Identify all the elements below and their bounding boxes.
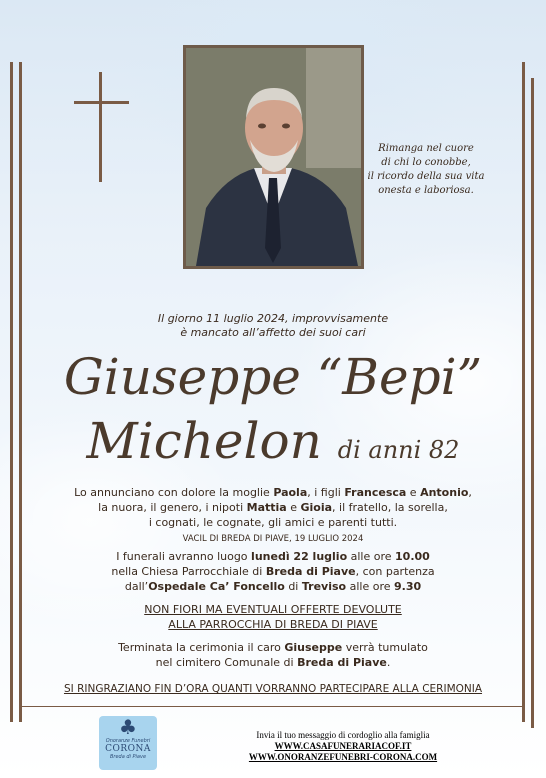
logo-top-text: Onoranze Funebri <box>105 738 151 744</box>
portrait-photo-frame <box>183 45 364 269</box>
burial-name: Giuseppe <box>284 641 343 654</box>
quote-line: onesta e laboriosa. <box>378 185 474 196</box>
burial-details <box>40 640 506 670</box>
burial-text: nel cimitero Comunale di <box>155 656 298 669</box>
death-intro <box>100 312 446 340</box>
website-link-casafuneraria[interactable]: WWW.CASAFUNERARIACOF.IT <box>274 741 412 751</box>
logo-name: CORONA <box>105 744 151 754</box>
child-name: Antonio <box>420 486 469 499</box>
funeral-text: alle ore <box>347 550 396 563</box>
city-name: Treviso <box>301 580 347 593</box>
funeral-day: lunedì 22 luglio <box>251 550 348 563</box>
deceased-first-name: Giuseppe “Bepi” <box>63 348 483 406</box>
thanks-notice: SI RINGRAZIANO FIN D’ORA QUANTI VORRANNO PARTECIPARE ALLA CERIMONIA <box>63 683 483 695</box>
announcement-text: , i figli <box>307 486 345 499</box>
hospital-name: Ospedale Ca’ Foncello <box>148 580 285 593</box>
funeral-time: 10.00 <box>395 550 430 563</box>
website-link-onoranze[interactable]: WWW.ONORANZEFUNEBRI-CORONA.COM <box>248 752 438 762</box>
announcement-text: e <box>406 486 421 499</box>
burial-text: verrà tumulato <box>342 641 428 654</box>
announcement <box>40 485 506 530</box>
announcement-text: , <box>468 486 472 499</box>
flowers-line: ALLA PARROCCHIA DI BREDA DI PIAVE <box>168 618 378 631</box>
departure-time: 9.30 <box>394 580 422 593</box>
flowers-notice <box>40 602 506 632</box>
intro-line: Il giorno 11 luglio 2024, improvvisamente <box>157 312 389 325</box>
left-border-line-inner <box>19 62 22 722</box>
quote-line: Rimanga nel cuore <box>378 143 474 154</box>
right-border-line-outer <box>531 78 534 728</box>
grandchild-name: Mattia <box>246 501 287 514</box>
funeral-home-logo <box>99 716 157 770</box>
left-border-line-outer <box>10 62 13 722</box>
burial-text: Terminata la cerimonia il caro <box>118 641 285 654</box>
flowers-line: NON FIORI MA EVENTUALI OFFERTE DEVOLUTE <box>144 603 402 616</box>
funeral-text: I funerali avranno luogo <box>116 550 252 563</box>
cemetery-place: Breda di Piave <box>297 656 387 669</box>
deceased-last-name: Michelon <box>86 412 322 470</box>
condolence-message: Invia il tuo messaggio di cordoglio alla famiglia <box>256 730 430 740</box>
wife-name: Paola <box>273 486 308 499</box>
funeral-text: nella Chiesa Parrocchiale di <box>111 565 266 578</box>
announcement-text: Lo annunciano con dolore la moglie <box>74 486 274 499</box>
announcement-text: , il fratello, la sorella, <box>332 501 448 514</box>
announcement-text: i cognati, le cognate, gli amici e parenti tutti. <box>148 516 398 529</box>
announcement-text: la nuora, il genero, i nipoti <box>98 501 247 514</box>
footer-divider <box>20 706 523 707</box>
deceased-last-name-line <box>40 412 506 479</box>
quote-line: il ricordo della sua vita <box>367 171 485 182</box>
tree-icon: ♣ <box>119 715 137 739</box>
funeral-text: di <box>284 580 302 593</box>
church-location: Breda di Piave <box>265 565 356 578</box>
child-name: Francesca <box>344 486 407 499</box>
intro-line: è mancato all’affetto dei suoi cari <box>180 326 366 339</box>
deceased-age: di anni 82 <box>337 436 460 464</box>
quote-line: di chi lo conobbe, <box>381 157 471 168</box>
footer-contact <box>228 730 458 763</box>
funeral-text: , con partenza <box>355 565 435 578</box>
burial-text: . <box>386 656 391 669</box>
memorial-quote <box>340 142 512 198</box>
grandchild-name: Gioia <box>300 501 333 514</box>
right-border-line-inner <box>522 62 525 722</box>
logo-bottom-text: Breda di Piave <box>109 754 147 760</box>
funeral-details <box>40 549 506 594</box>
funeral-text: alle ore <box>346 580 394 593</box>
announcement-text: e <box>286 501 301 514</box>
place-date: VACIL DI BREDA DI PIAVE, 19 LUGLIO 2024 <box>182 534 364 544</box>
funeral-text: dall’ <box>124 580 149 593</box>
portrait-photo <box>186 48 361 266</box>
